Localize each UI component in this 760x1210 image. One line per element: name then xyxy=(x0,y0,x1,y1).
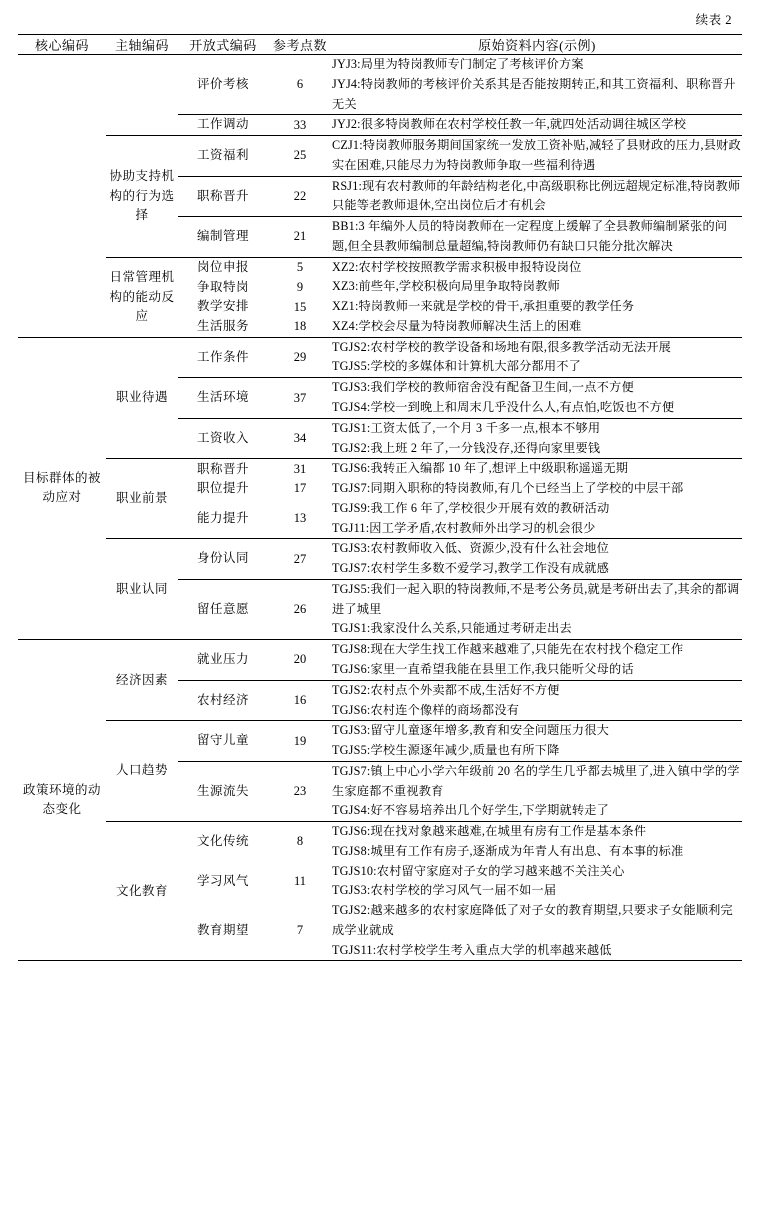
quote-line: TGJS6:家里一直希望我能在县里工作,我只能听父母的话 xyxy=(332,661,634,676)
quote-line: JYJ4:特岗教师的考核评价关系其是否能按期转正,和其工资福利、职称晋升无关 xyxy=(332,76,736,111)
points-cell: 13 xyxy=(293,511,307,526)
table-row xyxy=(18,721,742,762)
quote-cell xyxy=(332,721,742,762)
quote-cell xyxy=(332,901,742,960)
open-code-cell: 争取特岗 xyxy=(196,279,249,294)
core-code-cell: 政策环境的动态变化 xyxy=(18,640,106,961)
open-code-cell: 生源流失 xyxy=(178,761,268,821)
points-cell: 8 xyxy=(268,822,332,862)
col-header-core: 核心编码 xyxy=(18,35,106,55)
quote-line: TGJS4:好不容易培养出几个好学生,下学期就转走了 xyxy=(332,803,610,818)
quote-line: JYJ3:局里为特岗教师专门制定了考核评价方案 xyxy=(332,57,584,71)
quote-cell xyxy=(332,217,742,258)
quote-line: TGJS1:工资太低了,一个月 3 千多一点,根本不够用 xyxy=(332,420,601,435)
coding-table xyxy=(18,34,742,960)
quote-cell xyxy=(332,257,742,277)
quote-line: TGJS5:学校的多媒体和计算机大部分都用不了 xyxy=(332,359,582,374)
axis-code-cell: 职业待遇 xyxy=(106,337,178,459)
axis-code-cell: 协助支持机构的行为选择 xyxy=(106,136,178,258)
quote-cell xyxy=(332,680,742,721)
open-code-cell: 工作条件 xyxy=(178,337,268,378)
points-cell: 25 xyxy=(268,136,332,177)
points-cell: 18 xyxy=(293,319,307,334)
quote-line: TGJS8:现在大学生找工作越来越难了,只能先在农村找个稳定工作 xyxy=(332,642,684,657)
points-cell: 31 xyxy=(268,459,332,479)
open-code-cell: 工作调动 xyxy=(178,115,268,136)
quote-line: TGJS6:现在找对象越来越难,在城里有房有工作是基本条件 xyxy=(332,824,647,839)
quote-cell xyxy=(332,822,742,862)
quote-line: XZ4:学校会尽量为特岗教师解决生活上的困难 xyxy=(332,318,582,333)
points-cell: 17 xyxy=(293,481,307,496)
points-cell: 5 xyxy=(268,257,332,277)
points-cell: 33 xyxy=(268,115,332,136)
open-code-cell: 评价考核 xyxy=(178,55,268,115)
quote-cell xyxy=(332,640,742,681)
quote-cell xyxy=(332,136,742,177)
points-cell: 15 xyxy=(293,299,307,314)
quote-line: TGJS3:我们学校的教师宿舍没有配备卫生间,一点不方便 xyxy=(332,380,634,395)
quote-line: RSJ1:现有农村教师的年龄结构老化,中高级职称比例远超规定标准,特岗教师只能等老教师退休,空出岗位后才有机会 xyxy=(332,178,741,213)
axis-code-cell: 日常管理机构的能动反应 xyxy=(106,257,178,337)
open-code-cell: 留守儿童 xyxy=(178,721,268,762)
quote-cell xyxy=(332,539,742,580)
quote-line: TGJS3:农村学校的学习风气一届不如一届 xyxy=(332,883,557,898)
axis-code-cell xyxy=(106,55,178,136)
col-header-points: 参考点数 xyxy=(268,35,332,55)
open-code-cell: 学习风气 xyxy=(196,873,249,888)
quote-cell xyxy=(332,297,742,317)
quote-line: TGJS2:农村学校的教学设备和场地有限,很多教学活动无法开展 xyxy=(332,339,671,354)
quote-cell xyxy=(332,459,742,479)
quote-line: TGJS5:我们一起入职的特岗教师,不是考公务员,就是考研出去了,其余的都调进了城里 xyxy=(332,581,740,616)
open-code-cell: 身份认同 xyxy=(178,539,268,580)
core-code-cell xyxy=(18,55,106,338)
open-code-cell: 编制管理 xyxy=(178,217,268,258)
table-row xyxy=(18,539,742,580)
open-code-cell: 工资收入 xyxy=(178,418,268,459)
quote-line: TGJS6:我转正入编都 10 年了,想评上中级职称遥遥无期 xyxy=(332,461,629,476)
quote-line: TGJS8:城里有工作有房子,逐渐成为年青人有出息、有本事的标准 xyxy=(332,843,684,858)
table-row xyxy=(18,55,742,115)
open-code-cell: 留任意愿 xyxy=(178,579,268,639)
quote-cell xyxy=(332,761,742,821)
col-header-axis: 主轴编码 xyxy=(106,35,178,55)
quote-cell xyxy=(332,479,742,499)
points-cell: 27 xyxy=(268,539,332,580)
quote-line: TGJS2:越来越多的农村家庭降低了对子女的教育期望,只要求子女能顺利完成学业就成 xyxy=(332,903,733,937)
points-cell: 6 xyxy=(268,55,332,115)
quote-cell xyxy=(332,862,742,902)
points-cell: 29 xyxy=(268,337,332,378)
continued-table-label: 续表 2 xyxy=(695,13,732,27)
points-cell: 20 xyxy=(268,640,332,681)
quote-line: TGJ11:因工学矛盾,农村教师外出学习的机会很少 xyxy=(332,520,596,535)
points-cell: 19 xyxy=(268,721,332,762)
quote-line: TGJS5:学校生源逐年减少,质量也有所下降 xyxy=(332,743,560,758)
quote-line: TGJS11:农村学校学生考入重点大学的机率越来越低 xyxy=(332,942,612,957)
quote-line: XZ2:农村学校按照教学需求积极申报特设岗位 xyxy=(332,259,582,274)
table-row xyxy=(18,257,742,277)
table-row xyxy=(18,822,742,862)
open-code-cell: 教育期望 xyxy=(196,923,249,938)
axis-code-cell: 人口趋势 xyxy=(106,721,178,822)
quote-line: TGJS1:我家没什么关系,只能通过考研走出去 xyxy=(332,621,572,636)
axis-code-cell: 职业认同 xyxy=(106,539,178,640)
quote-line: TGJS9:我工作 6 年了,学校很少开展有效的教研活动 xyxy=(332,500,610,515)
quote-cell xyxy=(332,176,742,217)
points-cell: 37 xyxy=(268,378,332,419)
open-code-cell: 职称晋升 xyxy=(178,459,268,479)
open-code-cell: 教学安排 xyxy=(196,299,249,314)
quote-line: TGJS3:留守儿童逐年增多,教育和安全问题压力很大 xyxy=(332,723,610,738)
open-code-cell: 就业压力 xyxy=(178,640,268,681)
open-code-cell: 岗位申报 xyxy=(178,257,268,277)
col-header-quotes: 原始资料内容(示例) xyxy=(332,35,742,55)
quote-cell xyxy=(332,337,742,378)
open-code-cell: 文化传统 xyxy=(178,822,268,862)
points-cell: 16 xyxy=(268,680,332,721)
table-row xyxy=(18,640,742,681)
open-code-cell: 生活环境 xyxy=(178,378,268,419)
axis-code-cell: 文化教育 xyxy=(106,822,178,961)
quote-cell xyxy=(332,115,742,136)
open-code-cell: 职位提升 xyxy=(196,481,249,496)
quote-cell xyxy=(332,277,742,297)
quote-line: CZJ1:特岗教师服务期间国家统一发放工资补贴,减轻了县财政的压力,县财政实在困难,只能尽力为特岗教师争取一些福利待遇 xyxy=(332,138,741,172)
points-cell: 23 xyxy=(268,761,332,821)
quote-line: TGJS3:农村教师收入低、资源少,没有什么社会地位 xyxy=(332,541,610,556)
quote-line: TGJS7:镇上中心小学六年级前 20 名的学生几乎都去城里了,进入镇中学的学生家庭都不重视教育 xyxy=(332,763,740,798)
quote-line: TGJS7:同期入职称的特岗教师,有几个已经当上了学校的中层干部 xyxy=(332,481,684,496)
points-cell: 7 xyxy=(296,923,304,938)
open-code-cell: 工资福利 xyxy=(178,136,268,177)
open-code-cell: 生活服务 xyxy=(196,319,249,334)
quote-cell xyxy=(332,378,742,419)
quote-line: TGJS2:我上班 2 年了,一分钱没存,还得向家里要钱 xyxy=(332,440,601,455)
quote-cell xyxy=(332,55,742,115)
points-cell: 11 xyxy=(293,873,307,888)
table-row xyxy=(18,459,742,479)
table-row xyxy=(18,337,742,378)
quote-line: TGJS6:农村连个像样的商场都没有 xyxy=(332,702,520,717)
axis-code-cell: 职业前景 xyxy=(106,459,178,539)
col-header-open: 开放式编码 xyxy=(178,35,268,55)
quote-line: JYJ2:很多特岗教师在农村学校任教一年,就四处活动调往城区学校 xyxy=(332,117,687,132)
axis-code-cell: 经济因素 xyxy=(106,640,178,721)
quote-cell xyxy=(332,499,742,539)
quote-cell xyxy=(332,579,742,639)
points-cell: 9 xyxy=(296,279,304,294)
quote-line: XZ3:前些年,学校积极向局里争取特岗教师 xyxy=(332,279,560,294)
table-bottom-rule xyxy=(18,960,742,961)
table-body xyxy=(18,55,742,961)
open-code-cell: 职称晋升 xyxy=(178,176,268,217)
quote-line: BB1:3 年编外人员的特岗教师在一定程度上缓解了全县教师编制紧张的问题,但全县教师编制总量超编,特岗教师仍有缺口只能分批次解决 xyxy=(332,219,728,253)
quote-cell xyxy=(332,418,742,459)
points-cell: 21 xyxy=(268,217,332,258)
quote-line: TGJS2:农村点个外卖都不成,生活好不方便 xyxy=(332,682,560,697)
open-code-cell: 能力提升 xyxy=(196,510,249,525)
core-code-cell: 目标群体的被动应对 xyxy=(18,337,106,639)
quote-line: TGJS10:农村留守家庭对子女的学习越来越不关注关心 xyxy=(332,863,625,878)
open-code-cell: 农村经济 xyxy=(178,680,268,721)
points-cell: 34 xyxy=(268,418,332,459)
quote-line: XZ1:特岗教师一来就是学校的骨干,承担重要的教学任务 xyxy=(332,299,635,314)
quote-cell xyxy=(332,317,742,337)
points-cell: 26 xyxy=(268,579,332,639)
points-cell: 22 xyxy=(268,176,332,217)
table-row xyxy=(18,136,742,177)
quote-line: TGJS7:农村学生多数不爱学习,教学工作没有成就感 xyxy=(332,561,610,576)
quote-line: TGJS4:学校一到晚上和周末几乎没什么人,有点怕,吃饭也不方便 xyxy=(332,400,675,415)
table-header-row xyxy=(18,35,742,55)
